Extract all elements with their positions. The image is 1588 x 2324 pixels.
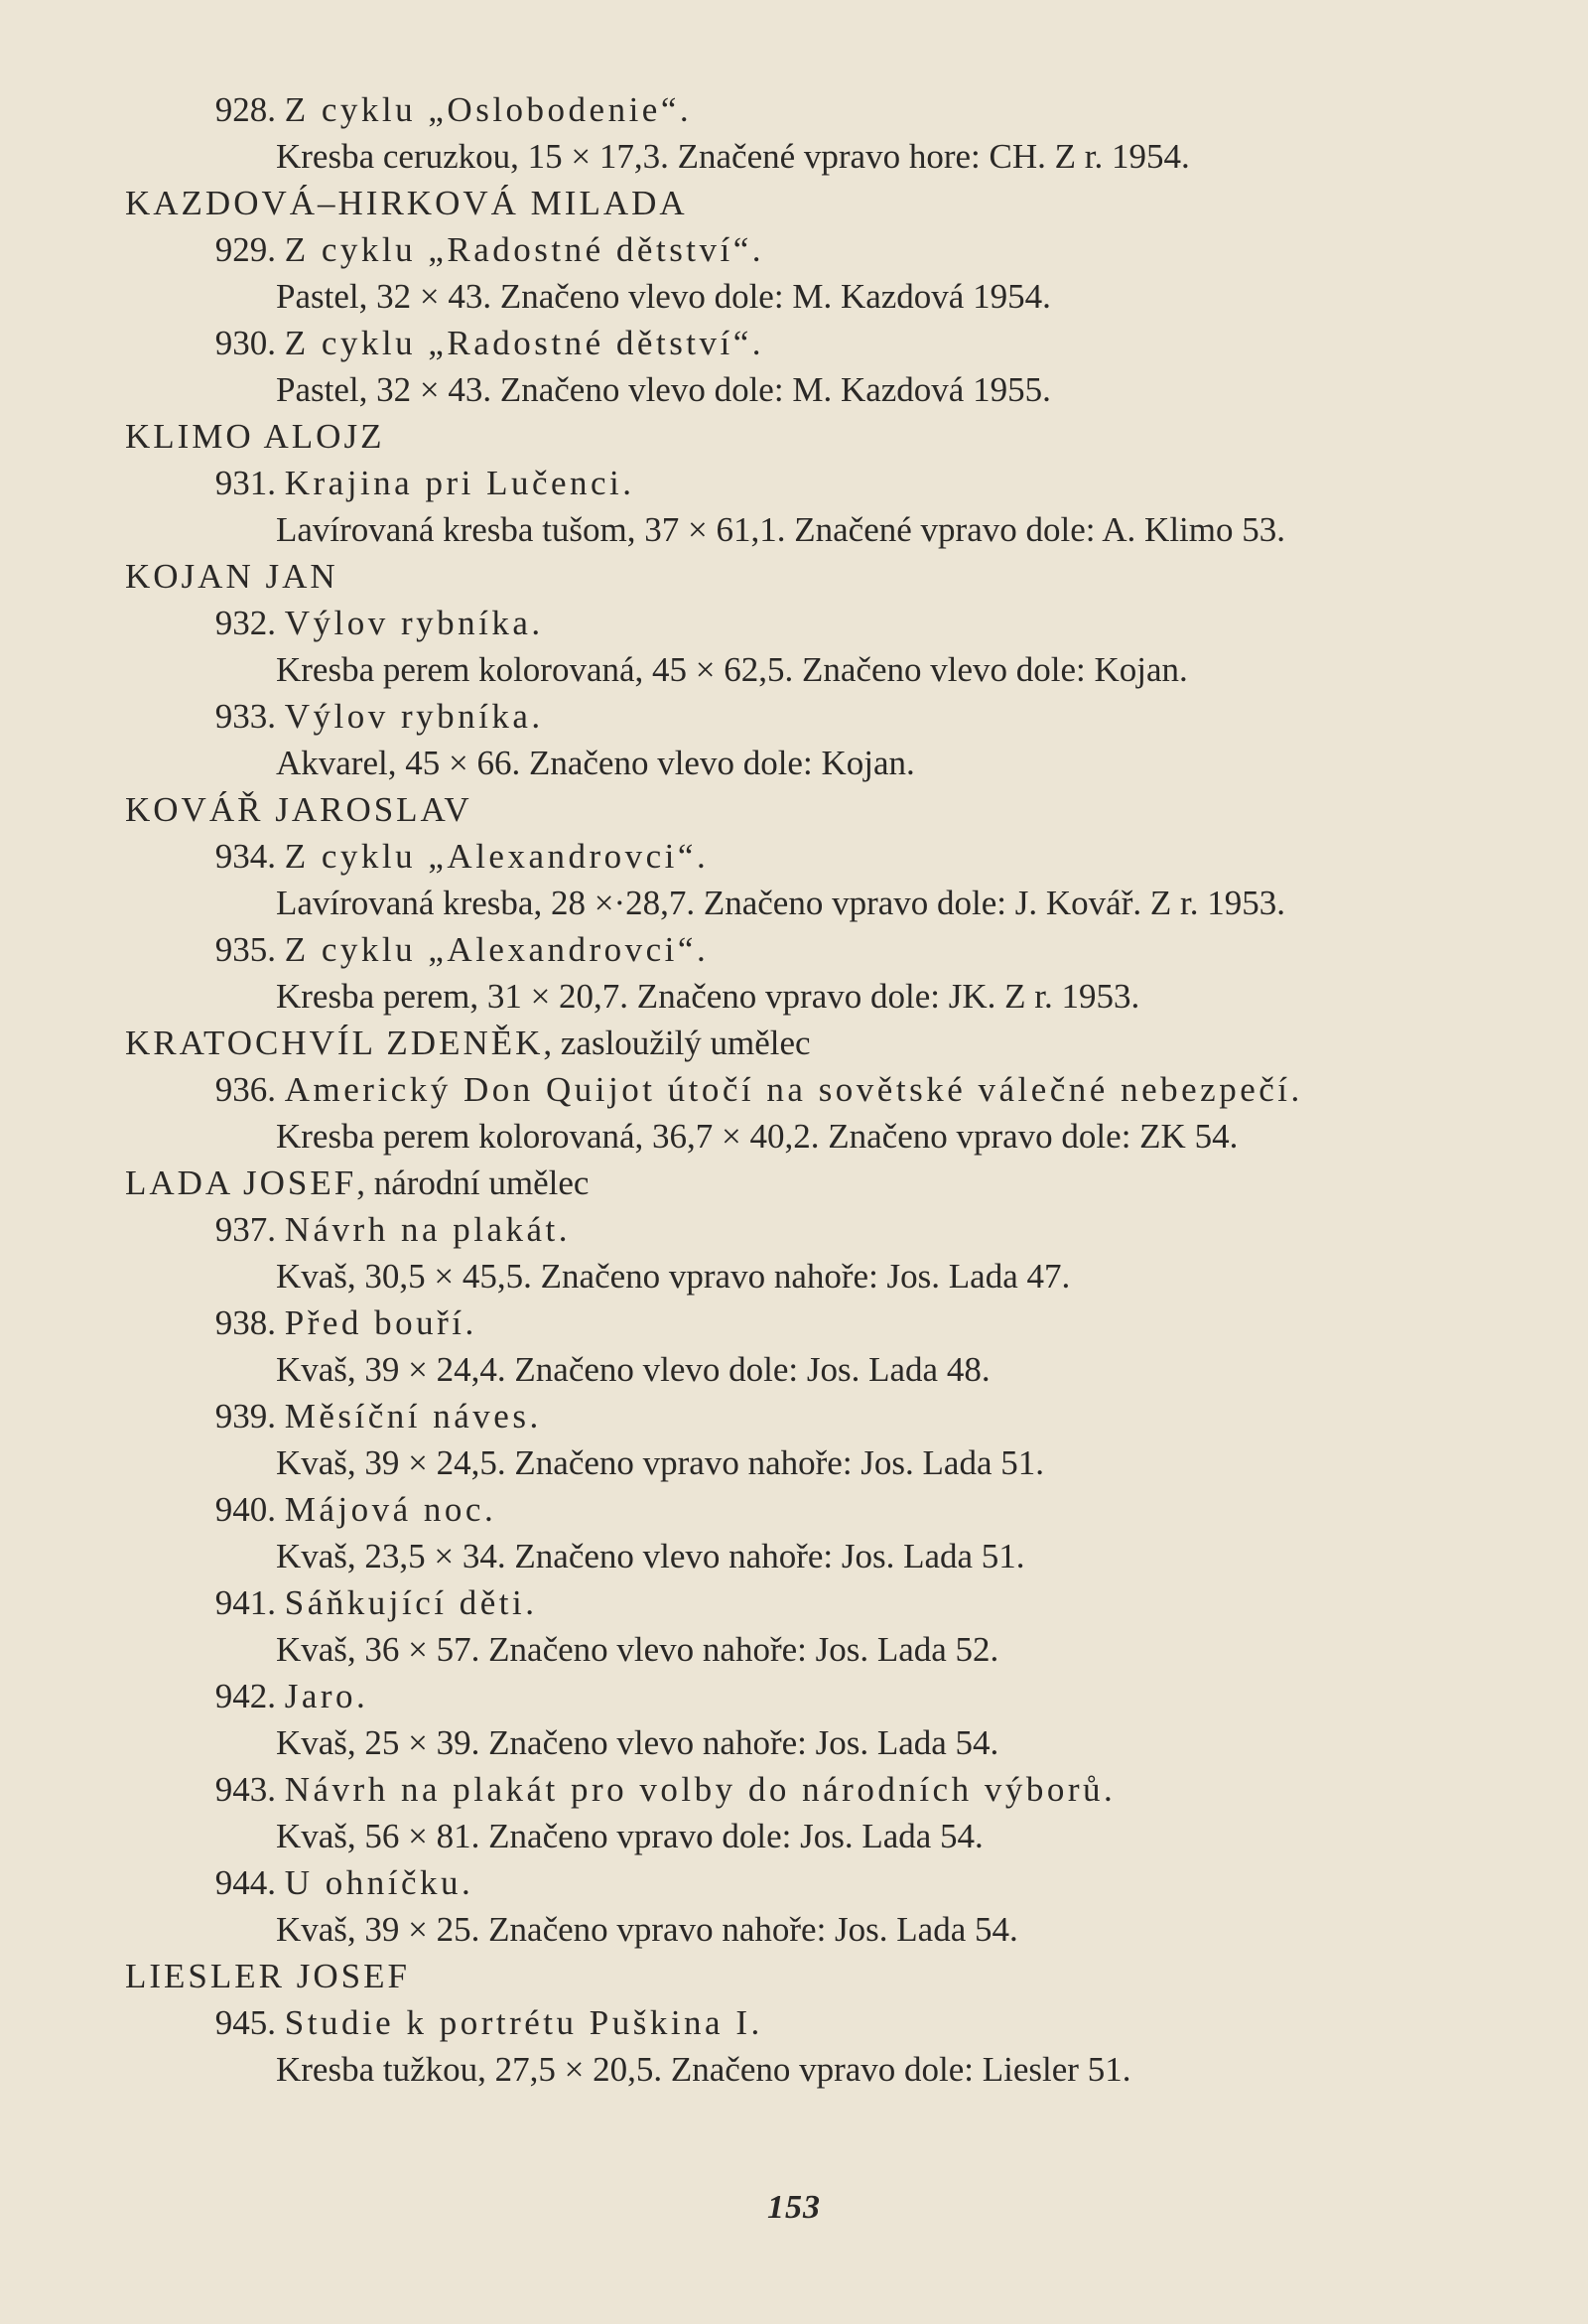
entry-number: 936. [214, 1070, 276, 1109]
entry-number: 937. [214, 1210, 276, 1249]
entry-number: 945. [214, 2003, 276, 2042]
entry-title-line [125, 1999, 1534, 2046]
artist-heading [125, 1160, 1534, 1206]
entry-title-line [125, 1206, 1534, 1253]
artist-name: KOVÁŘ JAROSLAV [125, 790, 472, 829]
entry-number: 933. [214, 697, 276, 736]
entry-title: Jaro. [284, 1677, 369, 1715]
artist-name: KOJAN JAN [125, 557, 338, 596]
entry-number: 939. [214, 1397, 276, 1435]
entry-detail: Kvaš, 39 × 24,5. Značeno vpravo nahoře: Jos. Lada 51. [276, 1443, 1044, 1482]
entry-detail: Lavírovaná kresba tušom, 37 × 61,1. Značené vpravo dole: A. Klimo 53. [276, 510, 1285, 549]
artist-name: KRATOCHVÍL ZDENĚK [125, 1024, 544, 1062]
entry-detail: Kvaš, 39 × 25. Značeno vpravo nahoře: Jos. Lada 54. [276, 1910, 1018, 1949]
entry-title-line [125, 926, 1534, 973]
entry-number: 929. [214, 230, 276, 269]
artist-name: KAZDOVÁ–HIRKOVÁ MILADA [125, 184, 688, 222]
artist-name: KLIMO ALOJZ [125, 417, 385, 456]
entry-title-line [125, 600, 1534, 646]
entry-title: Májová noc. [284, 1490, 497, 1529]
entry-detail: Kresba ceruzkou, 15 × 17,3. Značené vpravo hore: CH. Z r. 1954. [276, 137, 1190, 176]
entry-detail: Pastel, 32 × 43. Značeno vlevo dole: M. Kazdová 1955. [276, 370, 1051, 409]
entry-detail: Kresba perem kolorovaná, 45 × 62,5. Značeno vlevo dole: Kojan. [276, 650, 1188, 689]
entry-title: Výlov rybníka. [284, 604, 544, 642]
entry-title-line [125, 460, 1534, 506]
entry-detail: Kvaš, 23,5 × 34. Značeno vlevo nahoře: Jos. Lada 51. [276, 1537, 1025, 1575]
artist-honor: , národní umělec [356, 1163, 590, 1202]
entry-title: Před bouří. [284, 1303, 477, 1342]
entry-title-line [125, 1673, 1534, 1719]
artist-heading [125, 413, 1534, 460]
entry-number: 944. [214, 1863, 276, 1902]
artist-heading [125, 180, 1534, 226]
artist-name: LADA JOSEF [125, 1163, 357, 1202]
entry-detail: Kresba perem kolorovaná, 36,7 × 40,2. Značeno vpravo dole: ZK 54. [276, 1117, 1239, 1156]
entry-title: Návrh na plakát pro volby do národních výborů. [284, 1770, 1117, 1809]
entry-number: 931. [214, 464, 276, 502]
entry-title-line [125, 693, 1534, 740]
entry-detail: Kvaš, 30,5 × 45,5. Značeno vpravo nahoře: Jos. Lada 47. [276, 1257, 1071, 1296]
entry-title: Sáňkující děti. [284, 1583, 538, 1622]
page-number: 153 [767, 2189, 821, 2226]
entry-number: 943. [214, 1770, 276, 1809]
entry-title-line [125, 86, 1534, 133]
entry-detail: Pastel, 32 × 43. Značeno vlevo dole: M. Kazdová 1954. [276, 277, 1051, 316]
entry-title: Z cyklu „Oslobodenie“. [284, 90, 693, 129]
entry-title: Z cyklu „Radostné dětství“. [284, 324, 765, 362]
entry-title: Americký Don Quijot útočí na sovětské válečné nebezpečí. [284, 1070, 1303, 1109]
entry-detail: Kresba tužkou, 27,5 × 20,5. Značeno vpravo dole: Liesler 51. [276, 2050, 1131, 2089]
entry-title-line [125, 1859, 1534, 1906]
entry-title: U ohníčku. [284, 1863, 474, 1902]
entry-title: Z cyklu „Alexandrovci“. [284, 837, 710, 876]
entry-title-line [125, 1486, 1534, 1533]
entry-number: 930. [214, 324, 276, 362]
entry-title-line [125, 1393, 1534, 1439]
artist-heading [125, 786, 1534, 833]
entry-title: Z cyklu „Radostné dětství“. [284, 230, 765, 269]
entry-detail: Lavírovaná kresba, 28 ×·28,7. Značeno vpravo dole: J. Kovář. Z r. 1953. [276, 884, 1285, 922]
entry-number: 934. [214, 837, 276, 876]
entry-title-line [125, 1299, 1534, 1346]
entry-title-line [125, 1766, 1534, 1813]
entry-number: 942. [214, 1677, 276, 1715]
entry-detail: Kvaš, 36 × 57. Značeno vlevo nahoře: Jos. Lada 52. [276, 1630, 999, 1669]
entry-detail: Akvarel, 45 × 66. Značeno vlevo dole: Kojan. [276, 744, 915, 782]
catalog-list [125, 86, 1534, 2093]
entry-number: 941. [214, 1583, 276, 1622]
entry-title: Výlov rybníka. [284, 697, 544, 736]
entry-title-line [125, 1066, 1534, 1113]
artist-heading [125, 1953, 1534, 1999]
entry-title: Návrh na plakát. [284, 1210, 572, 1249]
entry-title-line [125, 833, 1534, 880]
entry-title: Krajina pri Lučenci. [284, 464, 635, 502]
entry-title-line [125, 320, 1534, 366]
artist-honor: , zasloužilý umělec [543, 1024, 811, 1062]
entry-detail: Kresba perem, 31 × 20,7. Značeno vpravo dole: JK. Z r. 1953. [276, 977, 1140, 1016]
entry-title-line [125, 1579, 1534, 1626]
entry-detail: Kvaš, 56 × 81. Značeno vpravo dole: Jos. Lada 54. [276, 1817, 984, 1855]
artist-name: LIESLER JOSEF [125, 1957, 410, 1995]
entry-number: 932. [214, 604, 276, 642]
entry-title: Z cyklu „Alexandrovci“. [284, 930, 710, 969]
entry-number: 940. [214, 1490, 276, 1529]
entry-detail: Kvaš, 39 × 24,4. Značeno vlevo dole: Jos. Lada 48. [276, 1350, 991, 1389]
artist-heading [125, 553, 1534, 600]
entry-number: 935. [214, 930, 276, 969]
artist-heading [125, 1020, 1534, 1066]
entry-title: Studie k portrétu Puškina I. [284, 2003, 763, 2042]
entry-title-line [125, 226, 1534, 273]
entry-number: 938. [214, 1303, 276, 1342]
entry-number: 928. [214, 90, 276, 129]
entry-title: Měsíční náves. [284, 1397, 542, 1435]
entry-detail: Kvaš, 25 × 39. Značeno vlevo nahoře: Jos. Lada 54. [276, 1723, 999, 1762]
